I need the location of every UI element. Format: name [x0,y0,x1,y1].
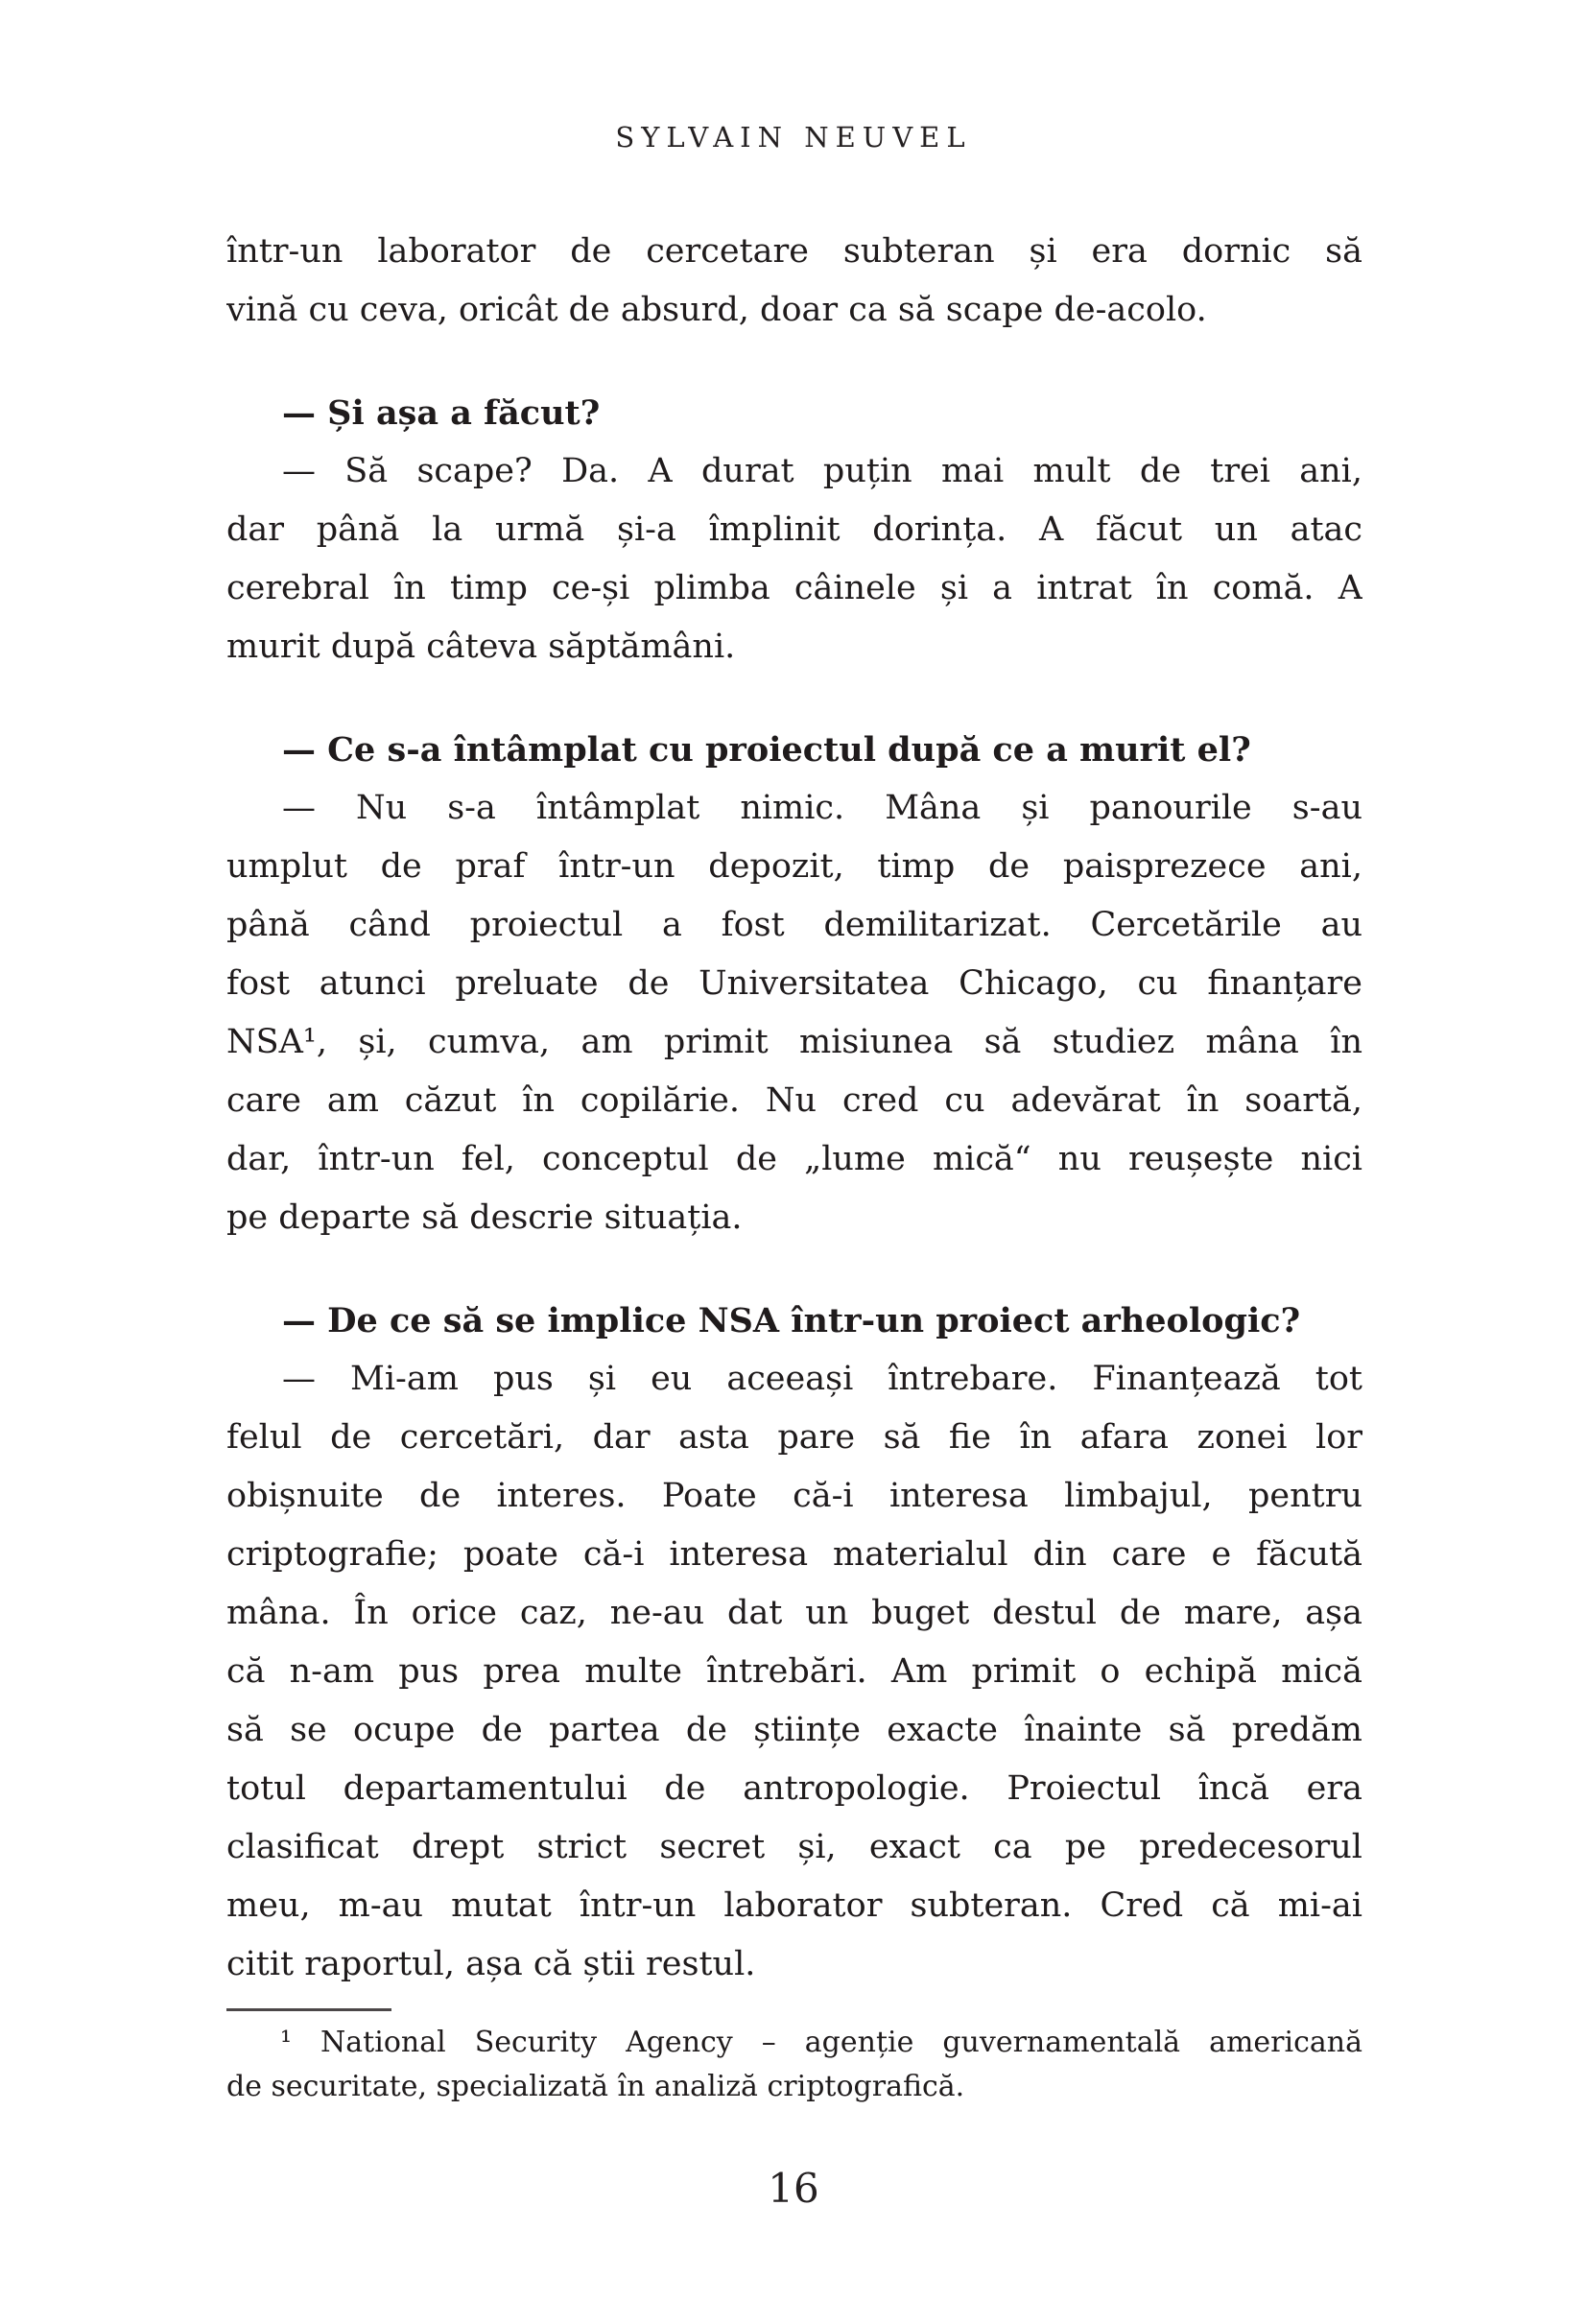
text-line: ¹ National Security Agency – agenție guvernamentală americană [280,2026,1362,2059]
text-line: meu, m-au mutat într-un laborator subteran. Cred că mi-ai [226,1886,1362,1925]
text-line: obișnuite de interes. Poate că-i interesa limbajul, pentru [226,1477,1362,1515]
text-line: vină cu ceva, oricât de absurd, doar ca să scape de-acolo. [226,291,1207,329]
dialogue-question-paragraph [226,384,1362,442]
text-line: criptografie; poate că-i interesa materialul din care e făcută [226,1535,1362,1574]
text-line: — Nu s-a întâmplat nimic. Mâna și panourile s-au [282,789,1362,827]
text-line: mâna. În orice caz, ne-au dat un buget destul de mare, așa [226,1594,1362,1632]
paragraph [226,442,1362,676]
text-line: până când proiectul a fost demilitarizat. Cercetările au [226,906,1362,944]
text-line: care am căzut în copilărie. Nu cred cu adevărat în soartă, [226,1081,1362,1120]
paragraph [226,223,1362,340]
text-line: pe departe să descrie situația. [226,1198,743,1237]
text-line: — Ce s-a întâmplat cu proiectul după ce a murit el? [282,730,1251,770]
paragraph [226,2021,1362,2109]
page-body [226,223,1362,1994]
text-line: fost atunci preluate de Universitatea Chicago, cu finanțare [226,964,1362,1003]
paragraph [226,1350,1362,1994]
text-line: dar până la urmă și-a împlinit dorința. A făcut un atac [226,510,1362,549]
footnote [226,2021,1362,2109]
text-line: — Mi-am pus și eu aceeași întrebare. Finanțează tot [282,1360,1362,1398]
text-line: dar, într-un fel, conceptul de „lume mică“ nu reușește nici [226,1140,1362,1178]
page-number: 16 [768,2165,819,2212]
footnote-separator [226,2008,391,2011]
text-line: totul departamentului de antropologie. Proiectul încă era [226,1769,1362,1808]
text-line: citit raportul, așa că știi restul. [226,1945,756,1983]
text-line: murit după câteva săptămâni. [226,628,736,666]
text-line: că n-am pus prea multe întrebări. Am primit o echipă mică [226,1652,1362,1691]
dialogue-question-paragraph [226,1292,1362,1350]
text-line: într-un laborator de cercetare subteran și era dornic să [226,232,1362,271]
text-line: cerebral în timp ce-și plimba câinele și a intrat în comă. A [226,569,1362,607]
text-line: de securitate, specializată în analiză criptografică. [226,2070,965,2103]
running-head: SYLVAIN NEUVEL [615,121,972,154]
text-line: — De ce să se implice NSA într-un proiect arheologic? [282,1301,1301,1340]
text-line: NSA¹, și, cumva, am primit misiunea să studiez mâna în [226,1023,1362,1061]
text-line: — Și așa a făcut? [282,393,601,433]
text-line: clasificat drept strict secret și, exact ca pe predecesorul [226,1828,1362,1866]
text-line: felul de cercetări, dar asta pare să fie în afara zonei lor [226,1418,1362,1457]
text-line: — Să scape? Da. A durat puțin mai mult de trei ani, [282,452,1362,490]
text-line: umplut de praf într-un depozit, timp de paisprezece ani, [226,847,1362,886]
text-line: să se ocupe de partea de științe exacte înainte să predăm [226,1711,1362,1749]
dialogue-question-paragraph [226,721,1362,779]
paragraph [226,779,1362,1247]
